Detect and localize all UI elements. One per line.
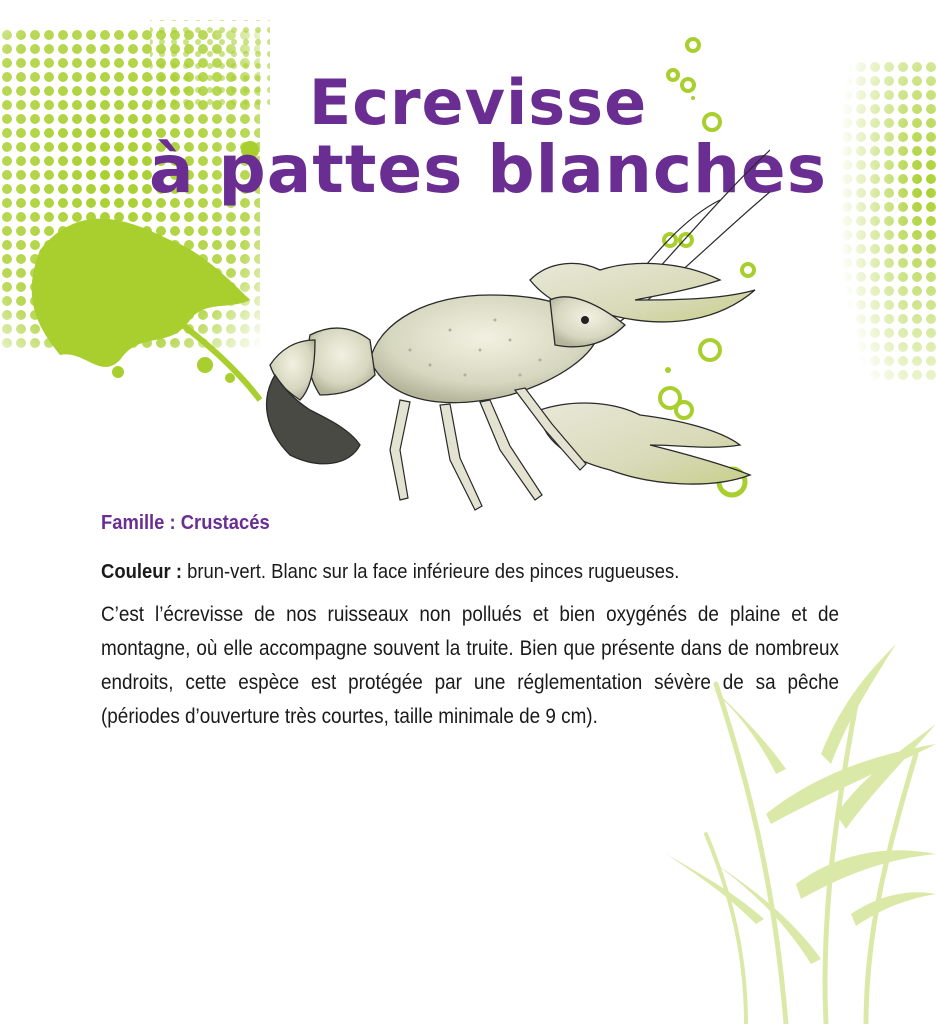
color-label: Couleur : <box>101 560 182 583</box>
description-paragraph: C’est l’écrevisse de nos ruisseaux non pollués et bien oxygénés de plaine et de montagne, où elle accompagne souvent la truite. Bien que présente dans de nombreux endroits, cette espèce est protégée par une réglementation sévère de sa pêche (périodes d’ouverture très courtes, taille minimale de 9 cm). <box>101 603 839 728</box>
title-line-1: Ecrevisse <box>308 66 648 139</box>
crayfish-illustration <box>250 110 770 550</box>
title-line-2: à pattes blanches <box>149 131 827 209</box>
family-heading: Famille : Crustacés <box>101 512 270 534</box>
color-paragraph <box>101 560 767 584</box>
color-value: brun-vert. Blanc sur la face inférieure des pinces rugueuses. <box>181 560 680 583</box>
